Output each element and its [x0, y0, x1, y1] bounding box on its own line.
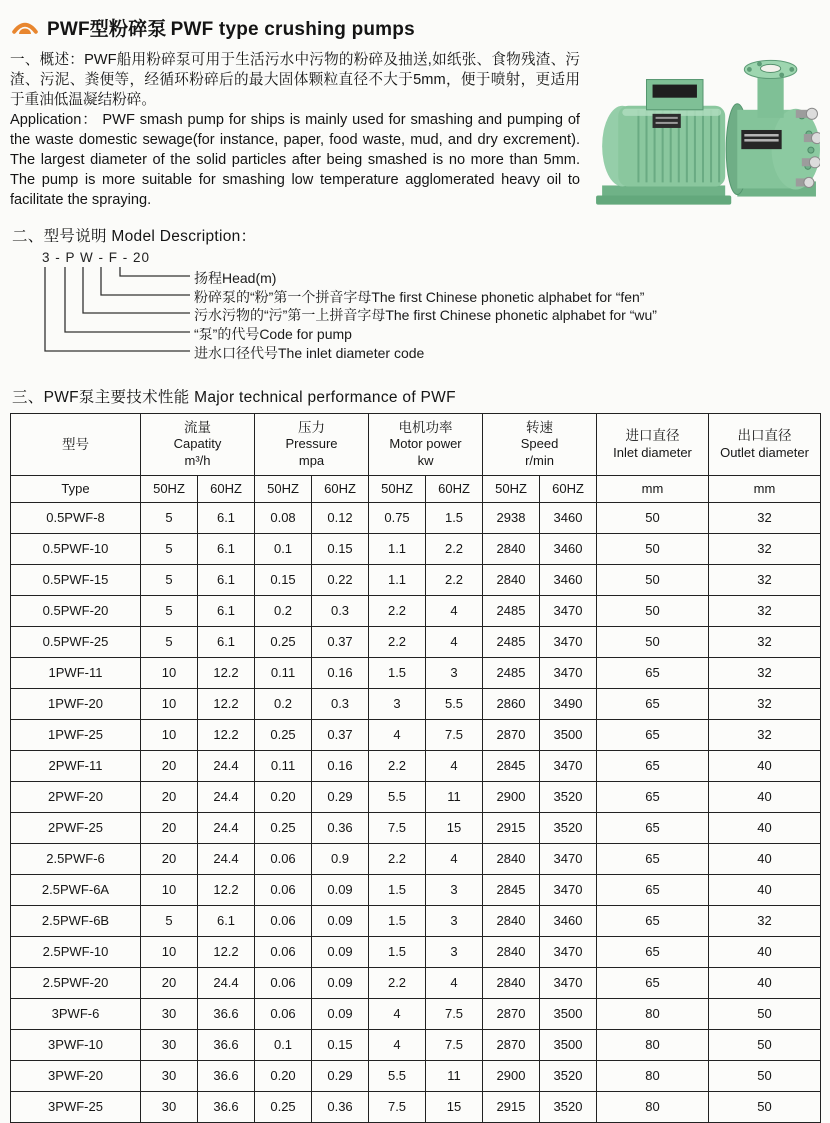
value-cell: 65	[597, 781, 709, 812]
value-cell: 65	[597, 905, 709, 936]
col-pressure: 压力 Pressure mpa	[255, 413, 369, 475]
overview-text-en: Application： PWF smash pump for ships is mainly used for smashing and pumping of the waste domestic sewage(for instance, paper, food waste, mud, and dry excrement). The largest diameter of the solid particles after being smashed is no more than 5mm. The pump is more suitable for smashing low temperature agglomerated heavy oil to facilitate the spraying.	[10, 111, 580, 208]
table-row	[11, 812, 821, 843]
value-cell: 2845	[483, 874, 540, 905]
model-code-diagram	[32, 250, 820, 372]
value-cell: 3520	[540, 1060, 597, 1091]
value-cell: 65	[597, 936, 709, 967]
value-cell: 50	[597, 595, 709, 626]
value-cell: 1.1	[369, 533, 426, 564]
value-cell: 2840	[483, 533, 540, 564]
value-cell: 2840	[483, 936, 540, 967]
value-cell: 4	[369, 998, 426, 1029]
value-cell: 2938	[483, 502, 540, 533]
value-cell: 36.6	[198, 1091, 255, 1122]
value-cell: 20	[141, 781, 198, 812]
value-cell: 3470	[540, 626, 597, 657]
model-label-inlet: 进水口径代号The inlet diameter code	[194, 344, 425, 361]
table-row	[11, 750, 821, 781]
page-title	[47, 14, 415, 41]
value-cell: 11	[426, 781, 483, 812]
table-row	[11, 1029, 821, 1060]
value-cell: 3500	[540, 719, 597, 750]
model-cell: 0.5PWF-15	[11, 564, 141, 595]
value-cell: 1.5	[369, 936, 426, 967]
value-cell: 36.6	[198, 1029, 255, 1060]
value-cell: 2.2	[369, 967, 426, 998]
value-cell: 1.5	[369, 874, 426, 905]
value-cell: 7.5	[369, 1091, 426, 1122]
value-cell: 5	[141, 905, 198, 936]
value-cell: 20	[141, 967, 198, 998]
value-cell: 50	[709, 1091, 821, 1122]
freq-cell: 50HZ	[369, 475, 426, 502]
freq-cell: 50HZ	[141, 475, 198, 502]
value-cell: 1.5	[369, 657, 426, 688]
freq-cell: 50HZ	[255, 475, 312, 502]
value-cell: 0.08	[255, 502, 312, 533]
value-cell: 11	[426, 1060, 483, 1091]
model-cell: 2PWF-11	[11, 750, 141, 781]
value-cell: 65	[597, 719, 709, 750]
value-cell: 0.25	[255, 812, 312, 843]
value-cell: 10	[141, 688, 198, 719]
value-cell: 0.25	[255, 1091, 312, 1122]
value-cell: 2870	[483, 719, 540, 750]
value-cell: 3460	[540, 502, 597, 533]
value-cell: 15	[426, 812, 483, 843]
model-label-wu: 污水污物的“污”第一上拼音字母The first Chinese phonetic alphabet for “wu”	[194, 306, 657, 323]
value-cell: 0.3	[312, 595, 369, 626]
value-cell: 24.4	[198, 812, 255, 843]
value-cell: 3470	[540, 657, 597, 688]
value-cell: 6.1	[198, 626, 255, 657]
value-cell: 12.2	[198, 688, 255, 719]
value-cell: 5	[141, 533, 198, 564]
freq-cell: 60HZ	[312, 475, 369, 502]
table-row	[11, 626, 821, 657]
value-cell: 2915	[483, 1091, 540, 1122]
table-row	[11, 502, 821, 533]
header-row-groups	[11, 413, 821, 475]
value-cell: 0.16	[312, 657, 369, 688]
value-cell: 5	[141, 502, 198, 533]
value-cell: 40	[709, 874, 821, 905]
value-cell: 32	[709, 595, 821, 626]
value-cell: 4	[426, 626, 483, 657]
overview-text-zh: 一、概述：PWF船用粉碎泵可用于生活污水中污物的粉碎及抽送,如纸张、食物残渣、污渣、污泥、粪便等，经循环粉碎后的最大固体颗粒直径不大于5mm，便于喷射，更适用于重油低温凝结粉碎。	[10, 52, 580, 108]
value-cell: 3520	[540, 781, 597, 812]
model-cell: 3PWF-25	[11, 1091, 141, 1122]
value-cell: 0.75	[369, 502, 426, 533]
value-cell: 50	[597, 564, 709, 595]
col-speed: 转速 Speed r/min	[483, 413, 597, 475]
value-cell: 3	[369, 688, 426, 719]
value-cell: 65	[597, 750, 709, 781]
value-cell: 0.29	[312, 1060, 369, 1091]
value-cell: 12.2	[198, 874, 255, 905]
value-cell: 0.09	[312, 905, 369, 936]
value-cell: 12.2	[198, 936, 255, 967]
value-cell: 0.06	[255, 936, 312, 967]
value-cell: 2.2	[426, 533, 483, 564]
value-cell: 3460	[540, 533, 597, 564]
page-title-zh: PWF型粉碎泵	[47, 19, 167, 40]
value-cell: 0.37	[312, 626, 369, 657]
value-cell: 20	[141, 843, 198, 874]
value-cell: 2.2	[369, 843, 426, 874]
freq-cell: 50HZ	[483, 475, 540, 502]
value-cell: 0.11	[255, 657, 312, 688]
value-cell: 80	[597, 1029, 709, 1060]
table-row	[11, 1091, 821, 1122]
value-cell: 3470	[540, 874, 597, 905]
value-cell: 2485	[483, 657, 540, 688]
value-cell: 0.06	[255, 843, 312, 874]
value-cell: 0.2	[255, 688, 312, 719]
value-cell: 3	[426, 657, 483, 688]
value-cell: 32	[709, 657, 821, 688]
table-row	[11, 843, 821, 874]
overview-section	[10, 51, 820, 211]
value-cell: 2485	[483, 595, 540, 626]
model-cell: 1PWF-11	[11, 657, 141, 688]
table-row	[11, 967, 821, 998]
col-capacity: 流量 Capatity m³/h	[141, 413, 255, 475]
model-code: 3 - P W - F - 20	[42, 249, 151, 265]
page-header	[12, 14, 820, 41]
freq-cell: 60HZ	[198, 475, 255, 502]
value-cell: 65	[597, 967, 709, 998]
pump-photo	[588, 53, 820, 213]
model-cell: 0.5PWF-10	[11, 533, 141, 564]
value-cell: 0.09	[312, 998, 369, 1029]
value-cell: 0.06	[255, 874, 312, 905]
value-cell: 1.1	[369, 564, 426, 595]
value-cell: 0.11	[255, 750, 312, 781]
value-cell: 0.15	[312, 533, 369, 564]
model-label-fen: 粉碎泵的“粉”第一个拼音字母The first Chinese phonetic alphabet for “fen”	[194, 288, 645, 305]
col-type-zh: 型号	[11, 413, 141, 475]
performance-heading: 三、PWF泵主要技术性能 Major technical performance of PWF	[12, 388, 456, 406]
model-cell: 1PWF-20	[11, 688, 141, 719]
value-cell: 32	[709, 688, 821, 719]
value-cell: 2870	[483, 998, 540, 1029]
value-cell: 2.2	[369, 626, 426, 657]
value-cell: 50	[597, 533, 709, 564]
col-motor-power: 电机功率 Motor power kw	[369, 413, 483, 475]
value-cell: 0.15	[255, 564, 312, 595]
value-cell: 50	[709, 998, 821, 1029]
value-cell: 40	[709, 812, 821, 843]
table-row	[11, 874, 821, 905]
value-cell: 6.1	[198, 905, 255, 936]
value-cell: 1.5	[369, 905, 426, 936]
value-cell: 6.1	[198, 533, 255, 564]
value-cell: 10	[141, 719, 198, 750]
value-cell: 80	[597, 1060, 709, 1091]
value-cell: 30	[141, 1029, 198, 1060]
model-cell: 2PWF-20	[11, 781, 141, 812]
value-cell: 36.6	[198, 998, 255, 1029]
value-cell: 40	[709, 936, 821, 967]
col-outlet-diameter: 出口直径 Outlet diameter	[709, 413, 821, 475]
value-cell: 3520	[540, 1091, 597, 1122]
col-inlet-diameter: 进口直径 Inlet diameter	[597, 413, 709, 475]
value-cell: 50	[597, 626, 709, 657]
value-cell: 10	[141, 657, 198, 688]
value-cell: 5.5	[426, 688, 483, 719]
value-cell: 3500	[540, 998, 597, 1029]
value-cell: 0.2	[255, 595, 312, 626]
value-cell: 6.1	[198, 595, 255, 626]
value-cell: 40	[709, 781, 821, 812]
value-cell: 32	[709, 626, 821, 657]
value-cell: 2840	[483, 564, 540, 595]
value-cell: 24.4	[198, 781, 255, 812]
table-row	[11, 998, 821, 1029]
value-cell: 3490	[540, 688, 597, 719]
value-cell: 0.06	[255, 998, 312, 1029]
model-cell: 2.5PWF-20	[11, 967, 141, 998]
value-cell: 24.4	[198, 750, 255, 781]
value-cell: 5	[141, 564, 198, 595]
model-cell: 2.5PWF-6A	[11, 874, 141, 905]
value-cell: 6.1	[198, 564, 255, 595]
value-cell: 3	[426, 936, 483, 967]
model-cell: 3PWF-20	[11, 1060, 141, 1091]
value-cell: 30	[141, 1060, 198, 1091]
value-cell: 40	[709, 750, 821, 781]
value-cell: 0.09	[312, 967, 369, 998]
value-cell: 2840	[483, 905, 540, 936]
value-cell: 0.29	[312, 781, 369, 812]
brand-arc-icon	[12, 17, 38, 39]
value-cell: 3460	[540, 564, 597, 595]
value-cell: 65	[597, 812, 709, 843]
outlet-unit-cell: mm	[709, 475, 821, 502]
value-cell: 3470	[540, 967, 597, 998]
table-row	[11, 936, 821, 967]
value-cell: 4	[426, 967, 483, 998]
value-cell: 0.36	[312, 812, 369, 843]
model-label-head: 扬程Head(m)	[194, 269, 277, 286]
value-cell: 0.09	[312, 936, 369, 967]
value-cell: 2.2	[369, 750, 426, 781]
value-cell: 65	[597, 657, 709, 688]
value-cell: 0.06	[255, 967, 312, 998]
value-cell: 7.5	[426, 998, 483, 1029]
model-cell: 3PWF-6	[11, 998, 141, 1029]
model-cell: 0.5PWF-25	[11, 626, 141, 657]
model-cell: 3PWF-10	[11, 1029, 141, 1060]
value-cell: 3470	[540, 843, 597, 874]
table-row	[11, 657, 821, 688]
table-row	[11, 533, 821, 564]
value-cell: 30	[141, 1091, 198, 1122]
value-cell: 7.5	[426, 719, 483, 750]
value-cell: 50	[597, 502, 709, 533]
performance-table	[10, 413, 821, 1123]
value-cell: 2915	[483, 812, 540, 843]
value-cell: 4	[426, 595, 483, 626]
value-cell: 36.6	[198, 1060, 255, 1091]
value-cell: 2.2	[426, 564, 483, 595]
table-row	[11, 688, 821, 719]
value-cell: 0.20	[255, 781, 312, 812]
value-cell: 2845	[483, 750, 540, 781]
value-cell: 10	[141, 874, 198, 905]
value-cell: 3	[426, 874, 483, 905]
value-cell: 3460	[540, 905, 597, 936]
value-cell: 2.2	[369, 595, 426, 626]
value-cell: 0.06	[255, 905, 312, 936]
value-cell: 20	[141, 812, 198, 843]
value-cell: 5	[141, 595, 198, 626]
freq-cell: 60HZ	[426, 475, 483, 502]
table-row	[11, 781, 821, 812]
value-cell: 7.5	[369, 812, 426, 843]
value-cell: 20	[141, 750, 198, 781]
value-cell: 0.22	[312, 564, 369, 595]
model-cell: 2.5PWF-10	[11, 936, 141, 967]
value-cell: 5.5	[369, 1060, 426, 1091]
value-cell: 0.25	[255, 719, 312, 750]
value-cell: 4	[426, 843, 483, 874]
freq-cell: 60HZ	[540, 475, 597, 502]
table-row	[11, 905, 821, 936]
table-row	[11, 595, 821, 626]
value-cell: 0.36	[312, 1091, 369, 1122]
value-cell: 40	[709, 843, 821, 874]
value-cell: 32	[709, 502, 821, 533]
value-cell: 0.09	[312, 874, 369, 905]
col-type-en: Type	[11, 475, 141, 502]
value-cell: 40	[709, 967, 821, 998]
value-cell: 0.25	[255, 626, 312, 657]
table-row	[11, 719, 821, 750]
value-cell: 65	[597, 688, 709, 719]
value-cell: 50	[709, 1060, 821, 1091]
value-cell: 65	[597, 843, 709, 874]
model-cell: 0.5PWF-8	[11, 502, 141, 533]
value-cell: 32	[709, 905, 821, 936]
value-cell: 80	[597, 1091, 709, 1122]
value-cell: 15	[426, 1091, 483, 1122]
value-cell: 32	[709, 533, 821, 564]
table-row	[11, 1060, 821, 1091]
value-cell: 3470	[540, 595, 597, 626]
value-cell: 3520	[540, 812, 597, 843]
value-cell: 2485	[483, 626, 540, 657]
value-cell: 0.1	[255, 1029, 312, 1060]
value-cell: 7.5	[426, 1029, 483, 1060]
value-cell: 24.4	[198, 967, 255, 998]
value-cell: 32	[709, 564, 821, 595]
value-cell: 2870	[483, 1029, 540, 1060]
value-cell: 2900	[483, 1060, 540, 1091]
table-row	[11, 564, 821, 595]
value-cell: 0.12	[312, 502, 369, 533]
value-cell: 2900	[483, 781, 540, 812]
model-cell: 1PWF-25	[11, 719, 141, 750]
model-cell: 2.5PWF-6	[11, 843, 141, 874]
value-cell: 2840	[483, 843, 540, 874]
model-cell: 2.5PWF-6B	[11, 905, 141, 936]
value-cell: 3470	[540, 936, 597, 967]
model-label-pump: “泵”的代号Code for pump	[194, 325, 352, 342]
value-cell: 0.16	[312, 750, 369, 781]
value-cell: 0.1	[255, 533, 312, 564]
value-cell: 3	[426, 905, 483, 936]
value-cell: 4	[426, 750, 483, 781]
value-cell: 0.15	[312, 1029, 369, 1060]
model-description-heading: 二、型号说明 Model Description：	[12, 227, 257, 245]
value-cell: 0.37	[312, 719, 369, 750]
model-cell: 2PWF-25	[11, 812, 141, 843]
value-cell: 5	[141, 626, 198, 657]
value-cell: 0.9	[312, 843, 369, 874]
value-cell: 32	[709, 719, 821, 750]
value-cell: 2840	[483, 967, 540, 998]
header-row-units	[11, 475, 821, 502]
value-cell: 12.2	[198, 657, 255, 688]
value-cell: 30	[141, 998, 198, 1029]
value-cell: 50	[709, 1029, 821, 1060]
value-cell: 10	[141, 936, 198, 967]
value-cell: 4	[369, 1029, 426, 1060]
page-title-en: PWF type crushing pumps	[170, 19, 415, 40]
value-cell: 65	[597, 874, 709, 905]
value-cell: 80	[597, 998, 709, 1029]
value-cell: 6.1	[198, 502, 255, 533]
value-cell: 24.4	[198, 843, 255, 874]
value-cell: 4	[369, 719, 426, 750]
model-cell: 0.5PWF-20	[11, 595, 141, 626]
value-cell: 0.3	[312, 688, 369, 719]
value-cell: 12.2	[198, 719, 255, 750]
performance-table-body	[11, 502, 821, 1122]
value-cell: 3500	[540, 1029, 597, 1060]
value-cell: 2860	[483, 688, 540, 719]
value-cell: 0.20	[255, 1060, 312, 1091]
value-cell: 1.5	[426, 502, 483, 533]
value-cell: 5.5	[369, 781, 426, 812]
inlet-unit-cell: mm	[597, 475, 709, 502]
value-cell: 3470	[540, 750, 597, 781]
